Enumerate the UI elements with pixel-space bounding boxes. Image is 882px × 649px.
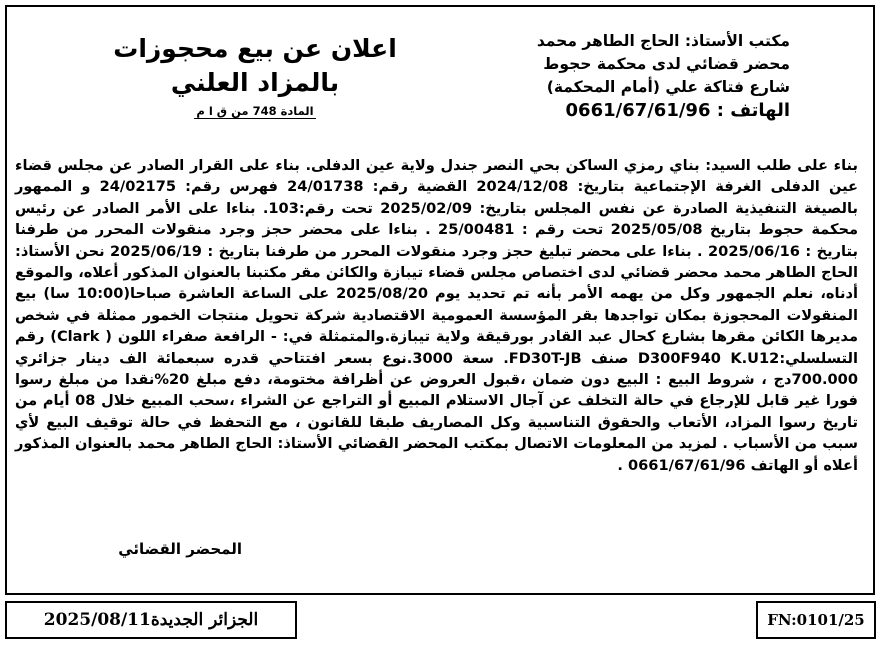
announcement-body (15, 155, 858, 476)
newspaper-name: الجزائر الجديدة (150, 610, 259, 630)
bailiff-office-header (530, 30, 790, 122)
reference-number: FN:0101/25 (767, 611, 865, 629)
title-line-2: بالمزاد العلني (170, 68, 340, 97)
office-line: مكتب الأستاذ: الحاج الطاهر محمد (536, 32, 790, 50)
reference-box (756, 601, 876, 639)
phone-number: 0661/67/61/96 (565, 100, 711, 121)
publication-date: 2025/08/11 (43, 610, 151, 630)
office-line: محضر قضائي لدى محكمة حجوط (543, 55, 790, 73)
publication-box (5, 601, 297, 639)
phone-label: الهاتف : (716, 100, 790, 121)
title-line-1: اعلان عن بيع محجوزات (113, 34, 397, 63)
announcement-title (95, 32, 415, 119)
office-phone (530, 99, 790, 122)
body-paragraph: بناء على طلب السيد: بناي رمزي الساكن بحي النصر جندل ولاية عين الدفلى. بناء على القرار الصادر عن مجلس قضاء عين الدفلى الغرفة الإجتماعية بتاريخ: 2024/12/08 القضية رقم: 24/01738 فهرس رقم: 24/02175 و الممهور بالصيغة التنفيذية الصادرة عن نفس المجلس بتاريخ: 2025/02/09 تحت رقم:103. بناءا على الأمر الصادر عن رئيس محكمة حجوط بتاريخ 2025/05/08 تحت رقم : 25/00481 . بناءا على محضر حجز وجرد منقولات المحرر من طرفنا بتاريخ : 2025/06/16 . بناءا على محضر تبليغ حجز وجرد منقولات المحرر من طرفنا بتاريخ : 2025/06/19 نحن الأستاذ: الحاج الطاهر محمد محضر قضائي لدى اختصاص مجلس قضاء تيبازة والكائن مقر مكتبنا بالعنوان المذكور أعلاه، والموقع أدناه، نعلم الجمهور وكل من يهمه الأمر بأنه تم تحديد يوم 2025/08/20 على الساعة العاشرة صباحا(10:00 سا) بيع المنقولات المحجوزة بمكان تواجدها بقر المؤسسة العمومية الاقتصادية شركة تحويل منتجات الخمور ممثلة في شخص مديرها الكائن مقرها بشارع كحال عبد القادر بورقيقة ولاية تيبازة.والمتمثلة في: - الرافعة صفراء اللون ( Clark) رقم التسلسلي:D300F940 K.U12 صنف FD30T-JB. سعة 3000.نوع بسعر افتتاحي قدره سبعمائة الف دينار جزائري 700.000دج ، شروط البيع : البيع دون ضمان ،قبول العروض عن أظرافة مختومة، دفع مبلغ 20%نقدا من مبلغ رسوا فورا غير قابل للإرجاع في حالة التخلف عن آجال الاستلام المبيع أو التراجع عن الشراء ،سحب المبيع خلال 08 أيام من تاريخ رسوا المزاد، الأتعاب والحقوق التناسبية وكل المصاريف طبقا للقانون ، مع التحفظ في حالة توقيف البيع لأي سبب من الأسباب . لمزيد من المعلومات الاتصال بمكتب المحضر القضائي الأستاذ: الحاج الطاهر محمد بالعنوان المذكور أعلاه أو الهاتف 0661/67/61/96 . (15, 157, 859, 474)
office-line: شارع فتاكة علي (أمام المحكمة) (546, 78, 790, 96)
legal-article-reference: المادة 748 من ق ا م (196, 104, 314, 118)
signature: المحضر القضائي (118, 540, 242, 558)
